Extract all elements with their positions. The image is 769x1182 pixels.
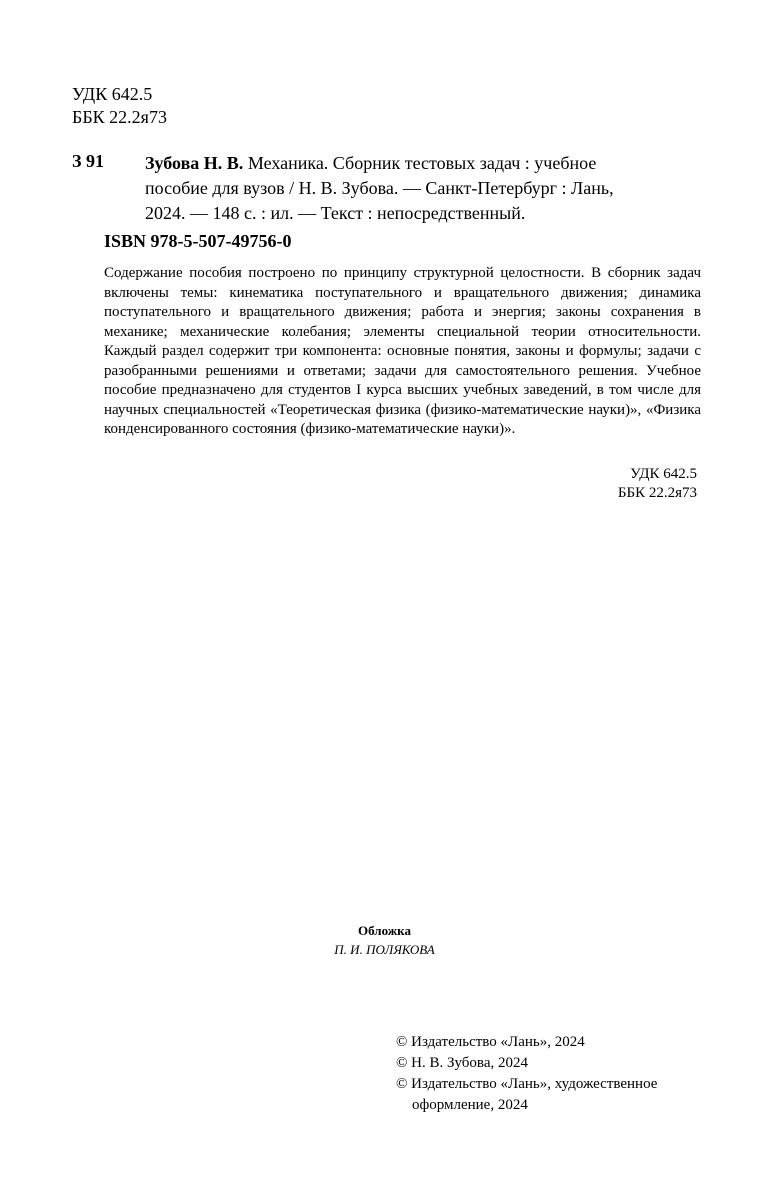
copyright-block <box>396 1032 657 1116</box>
copyright-design-cont: оформление, 2024 <box>412 1097 528 1113</box>
cover-label: Обложка <box>358 923 411 938</box>
bbk-code: ББК 22.2я73 <box>72 107 167 127</box>
bibliographic-line-1 <box>145 151 701 176</box>
bibliographic-line-3: 2024. — 148 с. : ил. — Текст : непосредственный. <box>145 203 526 223</box>
annotation-text: Содержание пособия построено по принципу структурной целостности. В сборник задач включены темы: кинематика поступательного и вращательного движения; динамика поступательного и вращательного движения; работа и энергия; законы сохранения в механике; механические колебания; элементы специальной теории относительности. Каждый раздел содержит три компонента: основные понятия, законы и формулы; задачи с разобранными решениями и ответами; задачи для самостоятельного решения. Учебное пособие предназначено для студентов I курса высших учебных заведений, в том числе для научных специальностей «Теоретическая физика (физико-математические науки)», «Физика конденсированного состояния (физико-математические науки)». <box>104 265 701 437</box>
annotation <box>104 264 701 440</box>
copyright-publisher: © Издательство «Лань», 2024 <box>396 1034 585 1050</box>
udk-code-right: УДК 642.5 <box>630 466 697 482</box>
bibliographic-record <box>145 151 701 226</box>
bbk-code-right: ББК 22.2я73 <box>617 485 697 501</box>
author-mark: З 91 <box>72 151 105 171</box>
copyright-design: © Издательство «Лань», художественное <box>396 1076 658 1092</box>
cover-designer: П. И. ПОЛЯКОВА <box>334 942 435 957</box>
udk-code: УДК 642.5 <box>72 84 153 104</box>
isbn: ISBN 978-5-507-49756-0 <box>104 231 292 251</box>
bibliographic-line-2: пособие для вузов / Н. В. Зубова. — Санкт-Петербург : Лань, <box>145 178 614 198</box>
copyright-author: © Н. В. Зубова, 2024 <box>396 1055 528 1071</box>
title-part: Механика. Сборник тестовых задач : учебное <box>243 153 597 173</box>
author-name: Зубова Н. В. <box>145 153 244 173</box>
